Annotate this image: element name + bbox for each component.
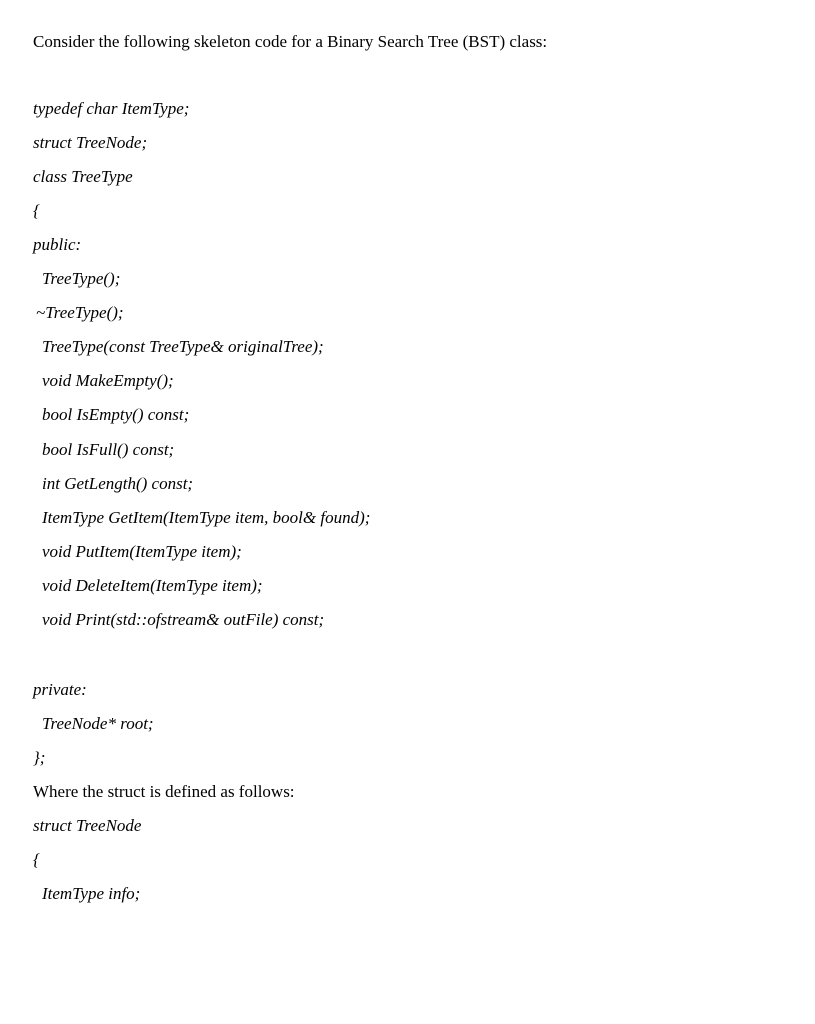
code-line-delete-item: void DeleteItem(ItemType item); xyxy=(42,576,263,595)
code-line-is-empty: bool IsEmpty() const; xyxy=(42,405,190,424)
code-line-open-brace: { xyxy=(33,201,40,220)
code-line-print: void Print(std::ofstream& outFile) const; xyxy=(42,610,325,629)
code-line-copy-constructor: TreeType(const TreeType& originalTree); xyxy=(42,337,324,356)
code-line-class-decl: class TreeType xyxy=(33,167,133,186)
code-line-struct-open-brace: { xyxy=(33,850,40,869)
code-line-put-item: void PutItem(ItemType item); xyxy=(42,542,242,561)
code-line-public: public: xyxy=(33,235,82,254)
struct-intro-text: Where the struct is defined as follows: xyxy=(33,782,295,801)
code-line-private: private: xyxy=(33,680,87,699)
code-line-get-item: ItemType GetItem(ItemType item, bool& found); xyxy=(42,508,371,527)
code-line-get-length: int GetLength() const; xyxy=(42,474,194,493)
code-line-is-full: bool IsFull() const; xyxy=(42,440,175,459)
code-line-typedef: typedef char ItemType; xyxy=(33,99,190,118)
code-line-info: ItemType info; xyxy=(42,884,141,903)
code-line-constructor: TreeType(); xyxy=(42,269,121,288)
code-line-struct-def: struct TreeNode xyxy=(33,816,142,835)
intro-text: Consider the following skeleton code for a Binary Search Tree (BST) class: xyxy=(33,32,548,51)
code-line-close-brace: }; xyxy=(33,748,46,767)
code-line-root: TreeNode* root; xyxy=(42,714,154,733)
code-line-struct-decl: struct TreeNode; xyxy=(33,133,148,152)
code-line-make-empty: void MakeEmpty(); xyxy=(42,371,174,390)
code-line-destructor: ~TreeType(); xyxy=(36,303,124,322)
